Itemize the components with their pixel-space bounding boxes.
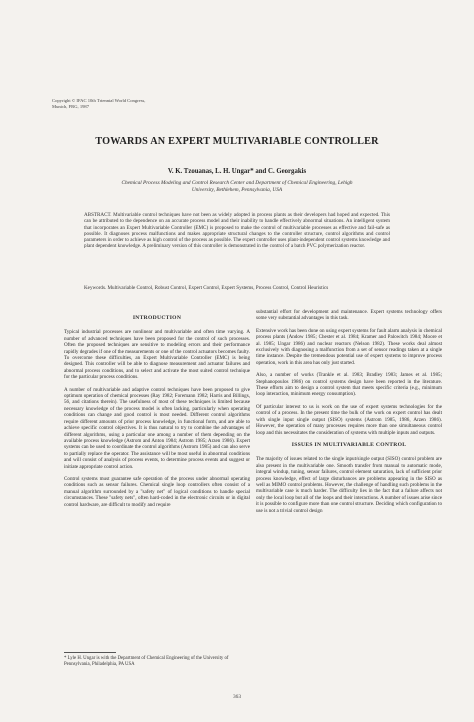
copyright-line-1: Copyright © IFAC 10th Triennial World Congress, [52, 98, 146, 103]
left-column [64, 309, 250, 514]
author-affiliation: Chemical Process Modeling and Control Research Center and Department of Chemical Engineering, Lehigh University, Bethlehem, Pennsylvania, USA [121, 180, 353, 193]
keywords-label: Keywords. [84, 285, 107, 291]
paragraph: A number of multivariable and adaptive control techniques have been proposed to give optimum operation of chemical processes (Ray 1982; Foremann 1982; Harris and Billings, 56, and citations therein). The usefulness of most of these techniques is limited because necessary knowledge of the process model is often lacking, particularly when operating conditions can change and good control is most needed. Different control algorithms require different amounts of prior process knowledge, in functional form, and are able to achieve specific control objectives. It is thus natural to try to combine the advantages of different algorithms, using a particular one among a number of them depending on the available process knowledge (Astrom and Anton 1984; Astrom 1985; Arzen 1986). Expert systems can be used to coordinate the control algorithms (Astrom 1985) and can also serve to partially replace the operator. The assistance will be most useful in abnormal conditions and will consist of analysis of process events, to determine process events and suggest or initiate appropriate control action. [64, 386, 250, 470]
paragraph: Control systems must guarantee safe operation of the process under abnormal operating conditions such as sensor failures. Chemical single loop controllers often consist of a manual algorithm surrounded by a "safety net" of logical conditions to handle special circumstances. These "safety nets", often hard-coded in the electronic circuits or in digital control hardware, are difficult to modify and require [64, 475, 250, 508]
footnote: * Lyle H. Ungar is with the Department of Chemical Engineering of the University of Pennsylvania, Philadelphia, PA USA [64, 656, 229, 667]
paragraph: substantial effort for development and maintenance. Expert systems technology offers some very substantial advantages in this task. [256, 309, 442, 322]
keywords-text: Multivariable Control, Robust Control, Expert Control, Expert Systems, Process Control, Control Heuristics [107, 285, 329, 291]
paper-title: TOWARDS AN EXPERT MULTIVARIABLE CONTROLLER [95, 136, 379, 147]
page-number: 363 [232, 694, 242, 700]
paragraph: The majority of issues related to the single input/single output (SISO) control problem are also present in the multivariable one. Smooth transfer from manual to automatic mode, integral windup, tuning, sensor failures, control element saturation, lack of sufficient prior process knowledge, effect of large disturbances are problems appearing in the SISO as well as MIMO control problems. However, the challenge of handling such problems in the multivariable case is much harder. The difficulty lies in the fact that a failure affects not only the local loop but all of the loops and their interactions. A number of issues arise since it is possible to configure more than one control structure. Deciding which configuration to use is not a trivial control design [256, 456, 442, 514]
abstract [84, 212, 390, 250]
paragraph: Extensive work has been done on using expert systems for fault alarm analysis in chemical process plants (Andow 1985; Chester et al. 1984; Kramer and Palowitch 1984; Moore et al. 1985; Ungar 1986) and nuclear reactors (Nelson 1982). These works deal almost exclusively with diagnosing a malfunction from a set of sensor readings taken at a single time instance. Despite the tremendous potential use of expert systems to improve process operation, work in this area has only just started. [256, 327, 442, 366]
abstract-text: Multivariable control techniques have not been as widely adopted in process plants as their developers had hoped and expected. This can be attributed to the dependence on an accurate process model and their inability to handle effectively abnormal situations. An intelligent system that incorporates an Expert Multivariable Controller (EMC) is proposed to make the control of multivariable processes as effective and fail-safe as possible. It diagnoses process malfunctions and makes appropriate structural changes to the controller structure, control algorithms and control parameters in order to achieve as high control of the process as possible. The expert controller uses plant-independent control systems knowledge and plant dependent knowledge. A preliminary version of this controller is demonstrated in the control of a batch PVC polymerization reactor. [84, 212, 390, 250]
paragraph: Typical industrial processes are nonlinear and multivariable and often time varying. A number of advanced techniques have been proposed for the control of such processes. Often the proposed techniques are sensitive to modeling errors and their performance rapidly degrades if one of the measurements or one of the control actuators becomes faulty. To overcome these difficulties, an Expert Multivariable Controller (EMC) is being designed. This controller will be able to diagnose measurement and actuator failures and abnormal process conditions, and to select and activate the most suited control technique for the particular process conditions. [64, 329, 250, 381]
right-column [256, 309, 442, 520]
copyright-line-2: Munich, FRG, 1987 [52, 104, 90, 109]
section-heading-introduction: INTRODUCTION [132, 315, 182, 321]
keywords [84, 285, 390, 291]
footnote-divider [64, 652, 116, 653]
copyright-notice [52, 98, 145, 110]
abstract-label: ABSTRACT. [84, 212, 112, 218]
paragraph: Also, a number of works (Trankle et al. 1983; Bradley 1983; James et al. 1985; Stephanopoulos 1986) on control systems design have been reported in the literature. These efforts aim to design a control system that meets specific criteria (e.g., minimum loop interaction, minimum energy consumption). [256, 372, 442, 398]
section-heading-multivariable-control: ISSUES IN MULTIVARIABLE CONTROL [291, 441, 407, 448]
author-list: V. K. Tzouanas, L. H. Ungar* and C. Georgakis [167, 168, 307, 175]
paragraph: Of particular interest to us is work on the use of expert systems technologies for the control of a process. In the present time the bulk of the work on expert control has dealt with single input single output (SISO) systems (Astrom 1985, 1986, Arzen 1986). However, the operation of many processes requires more than one simultaneous control loop and this necessitates the consideration of systems with multiple inputs and outputs. [256, 403, 442, 436]
